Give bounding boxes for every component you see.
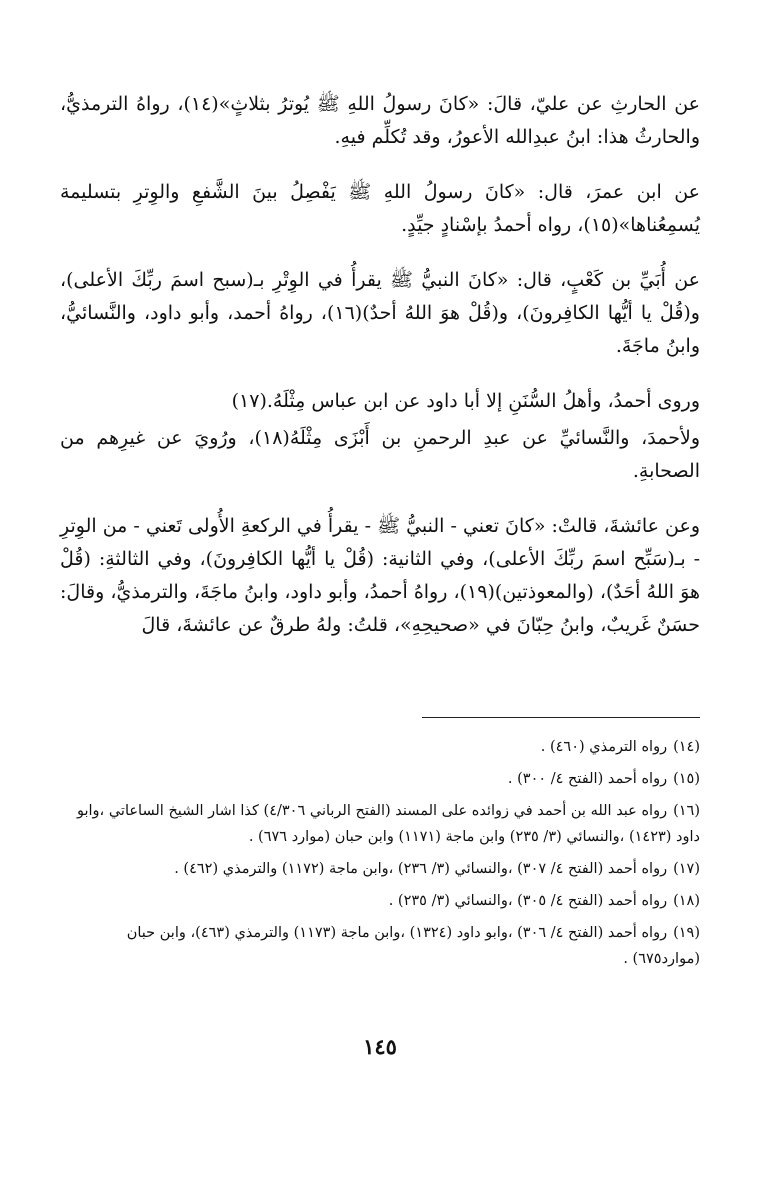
paragraph-aisha: وعن عائشةَ، قالتْ: «كانَ تعني - النبيُّ ﷺ - يقرأُ في الركعةِ الأُولى تَعني - من الوِترِ - بـ(سَبِّح اسمَ ربِّكَ الأعلى)، وفي الثانية: (قُلْ يا أيُّها الكافِرونَ)، وفي الثالثةِ: (قُلْ هوَ اللهُ أحَدٌ)، (والمعوذتين)(١٩)، رواهُ أحمدُ، وأبو داود، وابنُ ماجَةَ، والترمذيُّ، وقالَ: حسَنٌ غَريبٌ، وابنُ حِبّانَ في «صحيحِهِ»، قلتُ: ولهُ طرقٌ عن عائشةَ، قالَ <box>60 515 700 636</box>
footnote-16 <box>60 798 700 850</box>
footnote-text: رواه أحمد (الفتح ٤/ ٣٠٦) ،وابو داود (١٣٢٤) ،وابن ماجة (١١٧٣) والترمذي (٤٦٣)، وابن حبان (موارد٦٧٥) . <box>126 925 700 967</box>
footnote-14 <box>60 734 700 760</box>
paragraph-abza: ولأحمدَ، والنَّسائيِّ عن عبدِ الرحمنِ بن أَبْزَى مِثْلَهُ(١٨)، ورُويَ عن غيرِهم من الصحابةِ. <box>60 427 701 482</box>
footnote-15 <box>60 766 700 792</box>
footnote-number: (١٧) <box>673 861 700 877</box>
main-text <box>60 88 700 664</box>
footnote-number: (١٥) <box>673 771 700 787</box>
footnote-divider <box>422 717 700 718</box>
footnote-text: رواه أحمد (الفتح ٤/ ٣٠٧) ،والنسائي (٣/ ٢٣٦) ،وابن ماجة (١١٧٢) والترمذي (٤٦٢) . <box>174 861 668 877</box>
footnote-number: (١٩) <box>673 925 700 941</box>
paragraph-ibn-abbas: وروى أحمدُ، وأهلُ السُّنَنِ إلا أبا داود عن ابن عباس مِثْلَهُ.(١٧) <box>231 390 700 412</box>
footnote-number: (١٨) <box>673 893 700 909</box>
paragraph-ubayy-ibn-kab: عن أُبَيِّ بن كَعْبٍ، قال: «كانَ النبيُّ ﷺ يقرأُ في الوِتْرِ بـ(سبح اسمَ ربِّكَ الأعلى)، و(قُلْ يا أيُّها الكافِرونَ)، و(قُلْ هوَ اللهُ أحدٌ)(١٦)، رواهُ أحمد، وأبو داود، والنَّسائيُّ، وابنُ ماجَةَ. <box>60 269 700 357</box>
footnote-text: رواه أحمد (الفتح ٤/ ٣٠٠) . <box>507 771 668 787</box>
footnote-19 <box>60 920 700 972</box>
paragraph-harith-ali: عن الحارثِ عن عليّ، قالَ: «كانَ رسولُ اللهِ ﷺ يُوترُ بثلاثٍ»(١٤)، رواهُ الترمذيُّ، والحارثُ هذا: ابنُ عبدِالله الأعورُ، وقد تُكلِّم فيهِ. <box>60 93 700 148</box>
footnote-text: رواه أحمد (الفتح ٤/ ٣٠٥) ،والنسائي (٣/ ٢٣٥) . <box>388 893 668 909</box>
footnote-18 <box>60 888 700 914</box>
paragraph-ibn-umar: عن ابن عمرَ، قال: «كانَ رسولُ اللهِ ﷺ يَفْصِلُ بينَ الشَّفعِ والوِترِ بتسليمة يُسمِعُناها»(١٥)، رواه أحمدُ بإسْنادٍ جيِّدٍ. <box>60 181 700 236</box>
footnote-number: (١٤) <box>673 739 700 755</box>
footnote-number: (١٦) <box>673 803 700 819</box>
footnote-text: رواه الترمذي (٤٦٠) . <box>540 739 668 755</box>
footnote-text: رواه عبد الله بن أحمد في زوائده على المسند (الفتح الرباني ٤/٣٠٦) كذا اشار الشيخ الساعاتي ،وابو داود (١٤٢٣) ،والنسائي (٣/ ٢٣٥) وابن ماجة (١١٧١) وابن حبان (موارد ٦٧٦) . <box>77 803 700 845</box>
footnote-17 <box>60 856 700 882</box>
footnotes <box>60 734 700 978</box>
page-number: ١٤٥ <box>363 1034 397 1059</box>
